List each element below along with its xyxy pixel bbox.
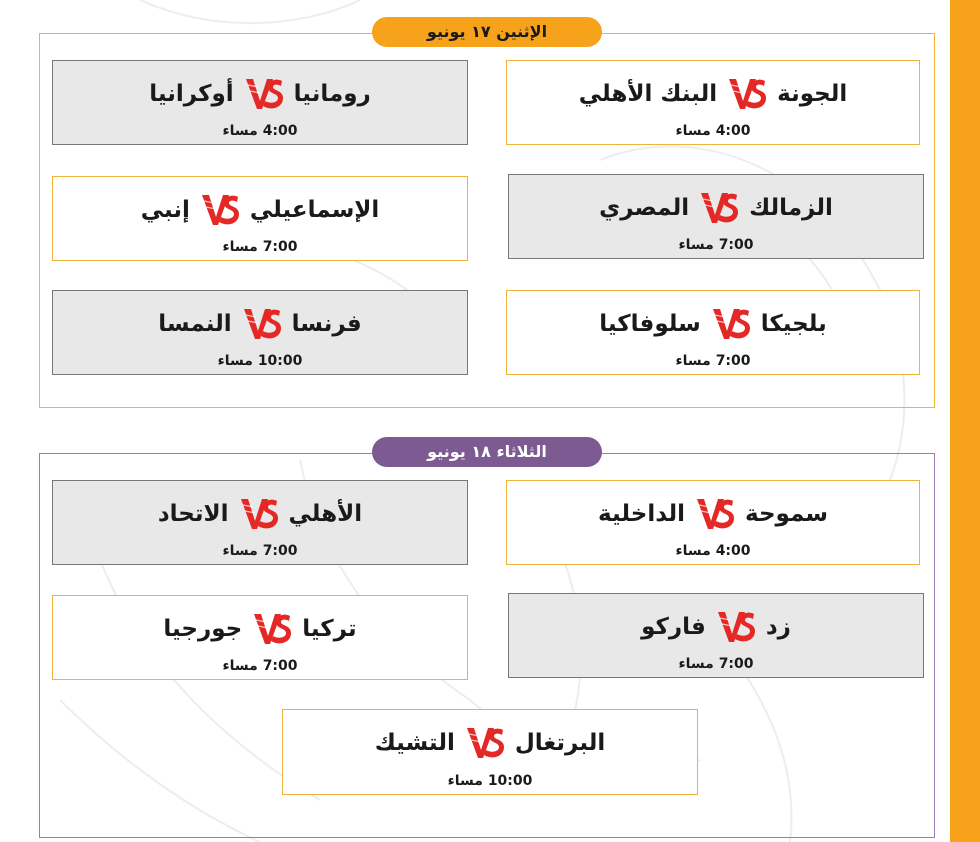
match-time: 7:00 مساء	[678, 656, 754, 672]
match-time: 10:00 مساء	[447, 773, 533, 789]
match-time: 10:00 مساء	[217, 353, 303, 369]
home-team: الزمالك	[749, 195, 833, 221]
home-team: بلجيكا	[760, 311, 827, 337]
home-team: البرتغال	[514, 730, 606, 756]
vs-icon	[465, 724, 505, 762]
away-team: النمسا	[158, 311, 232, 337]
match-card	[506, 60, 920, 145]
vs-icon	[716, 608, 756, 646]
day1-label: الإثنين ١٧ يونيو	[372, 17, 602, 47]
vs-icon	[727, 75, 767, 113]
vs-icon	[244, 75, 284, 113]
away-team: الاتحاد	[157, 501, 229, 527]
vs-icon	[239, 495, 279, 533]
away-team: الداخلية	[598, 501, 686, 527]
match-card	[506, 290, 920, 375]
home-team: فرنسا	[291, 311, 362, 337]
vs-icon	[252, 610, 292, 648]
match-time: 4:00 مساء	[675, 123, 751, 139]
away-team: إنبي	[140, 197, 190, 223]
home-team: زد	[765, 614, 791, 640]
vs-icon	[695, 495, 735, 533]
home-team: الجونة	[777, 81, 848, 107]
match-time: 7:00 مساء	[222, 239, 298, 255]
match-card	[52, 595, 468, 680]
home-team: الإسماعيلي	[249, 197, 380, 223]
match-time: 4:00 مساء	[222, 123, 298, 139]
away-team: المصري	[599, 195, 690, 221]
match-card	[282, 709, 698, 795]
match-time: 7:00 مساء	[678, 237, 754, 253]
match-time: 7:00 مساء	[222, 658, 298, 674]
away-team: جورجيا	[163, 616, 243, 642]
right-accent-stripe	[950, 0, 980, 842]
vs-icon	[699, 189, 739, 227]
vs-icon	[200, 191, 240, 229]
away-team: أوكرانيا	[149, 81, 234, 107]
home-team: رومانيا	[293, 81, 371, 107]
match-card	[52, 480, 468, 565]
day2-label: الثلاثاء ١٨ يونيو	[372, 437, 602, 467]
match-card	[52, 290, 468, 375]
home-team: سموحة	[745, 501, 828, 527]
vs-icon	[242, 305, 282, 343]
match-card	[508, 174, 924, 259]
match-time: 4:00 مساء	[675, 543, 751, 559]
vs-icon	[711, 305, 751, 343]
away-team: البنك الأهلي	[578, 81, 718, 107]
home-team: الأهلي	[288, 501, 363, 527]
match-card	[52, 60, 468, 145]
match-time: 7:00 مساء	[222, 543, 298, 559]
match-card	[506, 480, 920, 565]
match-time: 7:00 مساء	[675, 353, 751, 369]
away-team: التشيك	[374, 730, 455, 756]
home-team: تركيا	[302, 616, 357, 642]
away-team: فاركو	[641, 614, 706, 640]
match-card	[508, 593, 924, 678]
match-card	[52, 176, 468, 261]
away-team: سلوفاكيا	[599, 311, 701, 337]
